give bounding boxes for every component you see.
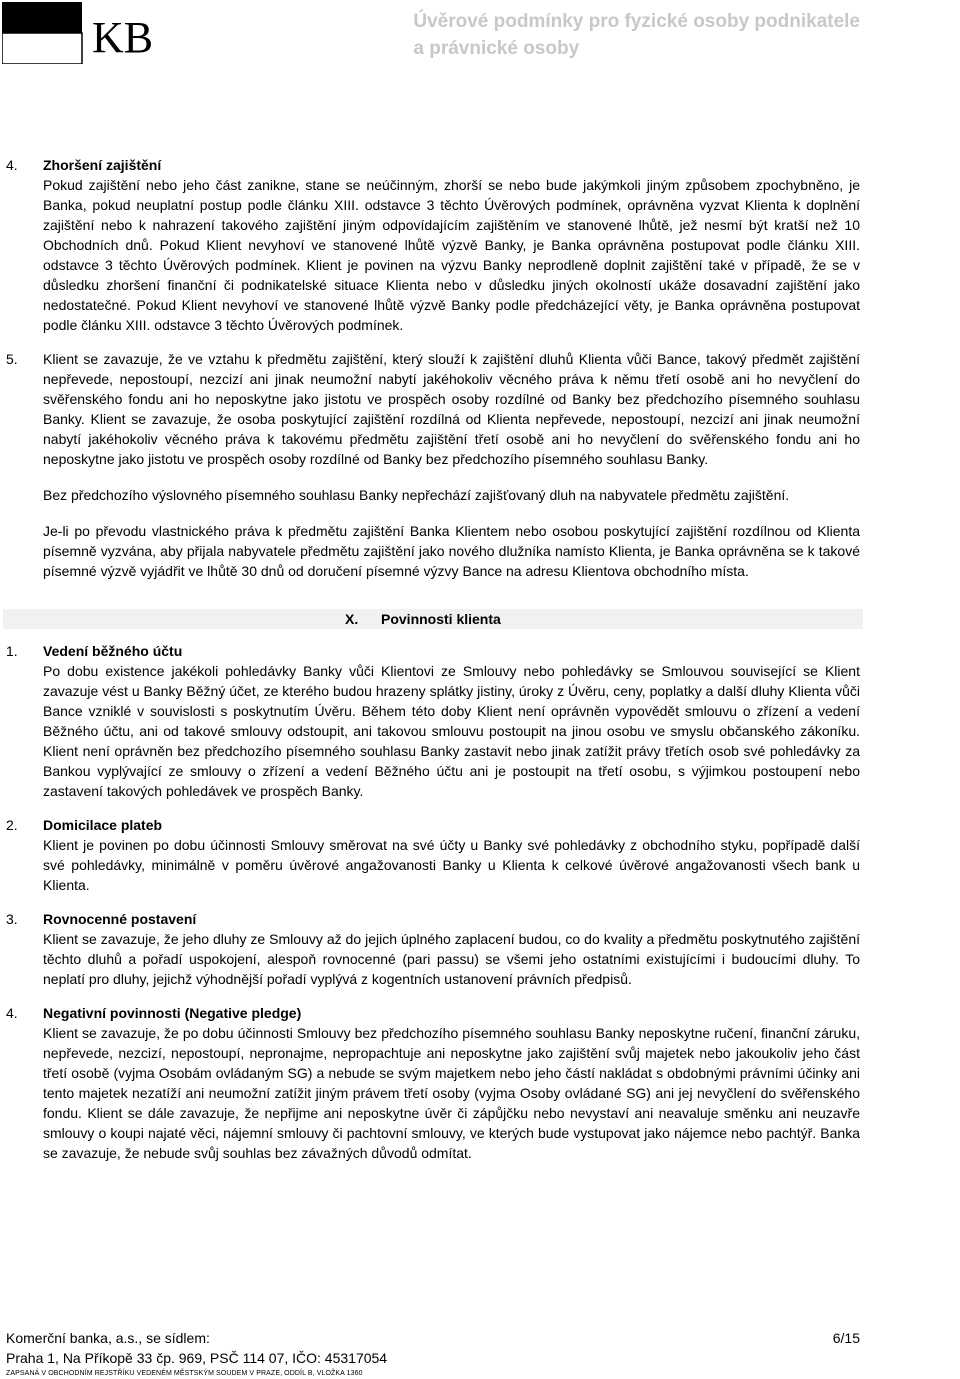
footer-company: Komerční banka, a.s., se sídlem: bbox=[6, 1330, 210, 1346]
document-title bbox=[413, 8, 860, 62]
title-line-2: a právnické osoby bbox=[413, 38, 580, 59]
document-body bbox=[6, 155, 860, 1163]
logo-text: KB bbox=[92, 13, 154, 62]
paragraph: Je-li po převodu vlastnického práva k předmětu zajištění Banka Klientem nebo osobou poskytující zajištění rozdílnou od Klienta písemně vyzvána, aby přijala nabyvatele předmětu zajištění jako nového dlužníka namísto Klienta, je Banka oprávněna se k takové písemné výzvě vyjádřit ve lhůtě 30 dnů od doručení písemné výzvy Bance na adresu Klientova obchodního místa. bbox=[43, 523, 860, 579]
item-heading: Domicilace plateb bbox=[43, 817, 163, 833]
paragraph: Po dobu existence jakékoli pohledávky Banky vůči Klientovi ze Smlouvy nebo pohledávky se Smlouvou související se Klient zavazuje vést u Banky Běžný účet, ze kterého budou hrazeny splátky jistiny, úroky z Úvěru, ceny, poplatky a další dluhy Klienta vůči Bance vzniklé v souvislosti s poskytnutím Úvěru. Během této doby Klient není oprávněn vypovědět smlouvu o zřízení a vedení Běžného účtu, ani od takové smlouvy odstoupit, ani takovou smlouvu postoupit na jinou osobu ve smyslu občanského zákoníku. Klient není oprávněn bez předchozího písemného souhlasu Banky zastavit nebo jinak zatížit právy třetích osob své pohledávky za Bankou vyplývající ze smlouvy o zřízení a vedení Běžného účtu ani je postoupit na třetí osobu, s výjimkou postoupení nebo zastavení takových pohledávek ve prospěch Banky. bbox=[43, 663, 860, 799]
page-number: 6/15 bbox=[832, 1330, 860, 1346]
chapter-item-4 bbox=[6, 1003, 860, 1163]
section-5 bbox=[6, 349, 860, 581]
item-heading: Negativní povinnosti (Negative pledge) bbox=[43, 1005, 302, 1021]
title-line-1: Úvěrové podmínky pro fyzické osoby podnikatele bbox=[413, 11, 860, 32]
chapter-number: X. bbox=[345, 611, 359, 627]
section-4 bbox=[6, 155, 860, 335]
kb-logo bbox=[2, 2, 192, 64]
chapter-item-1 bbox=[6, 641, 860, 801]
item-heading: Rovnocenné postavení bbox=[43, 911, 197, 927]
section-heading: Zhoršení zajištění bbox=[43, 157, 162, 173]
chapter-header bbox=[3, 609, 863, 629]
item-number: 4. bbox=[6, 1005, 18, 1021]
item-heading: Vedení běžného účtu bbox=[43, 643, 183, 659]
paragraph: Bez předchozího výslovného písemného souhlasu Banky nepřechází zajišťovaný dluh na nabyvatele předmětu zajištění. bbox=[43, 487, 790, 503]
section-number: 4. bbox=[6, 157, 18, 173]
paragraph: Klient se zavazuje, že jeho dluhy ze Smlouvy až do jejich úplného zaplacení budou, co do kvality a předmětu poskytnutého zajištění těchto dluhů a pořadí uspokojení, alespoň rovnocenné (pari passu) se všemi jeho ostatními existujícími i budoucími dluhy. To neplatí pro dluhy, jejichž výhodnější pořadí vyplývá z kogentních ustanovení právních předpisů. bbox=[43, 931, 860, 987]
paragraph: Klient se zavazuje, že po dobu účinnosti Smlouvy bez předchozího písemného souhlasu Banky neposkytne ručení, finanční záruku, nepřevede, nezcizí, nepostoupí, nepronajme, nepropachtuje ani neposkytne jako zajištění svůj majetek nebo jakoukoliv jeho část třetí osobě (vyjma Osobám ovládaným SG) a nebude se svým majetkem nebo jeho částí nakládat s obdobnými právními účinky ani tento majetek nezatíží ani neumožní zatížit jiným právem třetí osoby (vyjma Osoby ovládané SG) ani jej nevyčlení do svěřenského fondu. Klient se dále zavazuje, že nepřijme ani neposkytne úvěr či zápůjčku nebo nevystaví ani neavaluje směnku ani neuzavře smlouvy o koupi najaté věci, nájemní smlouvy či pachtovní smlouvy, ve kterých bude vystupovat jako nájemce nebo pachtýř. Banka se zavazuje, že nebude svůj souhlas bez závažných důvodů odmítat. bbox=[43, 1025, 860, 1161]
footer-registry: ZAPSANÁ V OBCHODNÍM REJSTŘÍKU VEDENÉM MĚSTSKÝM SOUDEM V PRAZE, ODDÍL B, VLOŽKA 1360 bbox=[6, 1370, 363, 1377]
paragraph: Pokud zajištění nebo jeho část zanikne, stane se neúčinným, zhorší se nebo bude jakýmkoli jiným způsobem zpochybněno, je Banka, pokud neuplatní postup podle článku XIII. odstavce 3 těchto Úvěrových podmínek, oprávněna vyzvat Klienta k doplnění zajištění nebo k nahrazení takového zajištění jiným odpovídajícím zajištěním ve stanovené lhůtě, jež nesmí být kratší než 10 Obchodních dnů. Pokud Klient nevyhoví ve stanovené lhůtě výzvě Banky, je Banka oprávněna postupovat podle článku XIII. odstavce 3 těchto Úvěrových podmínek. Klient je povinen na výzvu Banky neprodleně doplnit zajištění také v případě, že se v důsledku zhoršení finanční či podnikatelské situace Klienta nebo v důsledku jiných okolností ukáže dosavadní zajištění jako nedostatečné. Pokud Klient nevyhoví ve stanovené lhůtě výzvě Banky podle předcházející věty, je Banka oprávněna postupovat podle článku XIII. odstavce 3 těchto Úvěrových podmínek. bbox=[43, 177, 860, 333]
item-number: 3. bbox=[6, 911, 18, 927]
paragraph: Klient se zavazuje, že ve vztahu k předmětu zajištění, který slouží k zajištění dluhů Klienta vůči Bance, takový předmět zajištění nepřevede, nepostoupí, nezcizí ani jinak neumožní nabytí jakéhokoliv věcného práva k němu třetí osobě ani ho nevyčlení do svěřenského fondu ani ho neposkytne jako jistotu ve prospěch osoby rozdílné od Banky bez předchozího písemného souhlasu Banky. Klient se zavazuje, že osoba poskytující zajištění rozdílná od Klienta nepřevede, nepostoupí, nezcizí ani jinak neumožní nabytí jakéhokoliv věcného práva k takovému předmětu zajištění třetí osobě ani ho nevyčlení do svěřenského fondu ani ho neposkytne jako jistotu ve prospěch osoby rozdílné od Banky bez předchozího písemného souhlasu Banky. bbox=[43, 351, 860, 467]
footer-address: Praha 1, Na Příkopě 33 čp. 969, PSČ 114 07, IČO: 45317054 bbox=[6, 1350, 388, 1366]
item-number: 1. bbox=[6, 643, 18, 659]
chapter-title: Povinnosti klienta bbox=[381, 611, 501, 627]
item-number: 2. bbox=[6, 817, 18, 833]
page-footer bbox=[6, 1328, 860, 1379]
page-header bbox=[0, 0, 960, 70]
chapter-item-3 bbox=[6, 909, 860, 989]
paragraph: Klient je povinen po dobu účinnosti Smlouvy směrovat na své účty u Banky své pohledávky z obchodního styku, popřípadě další své pohledávky, minimálně v poměru úvěrové angažovanosti Banky u Klienta k celkové úvěrové angažovanosti všech bank u Klienta. bbox=[43, 837, 860, 893]
section-number: 5. bbox=[6, 351, 18, 367]
chapter-item-2 bbox=[6, 815, 860, 895]
